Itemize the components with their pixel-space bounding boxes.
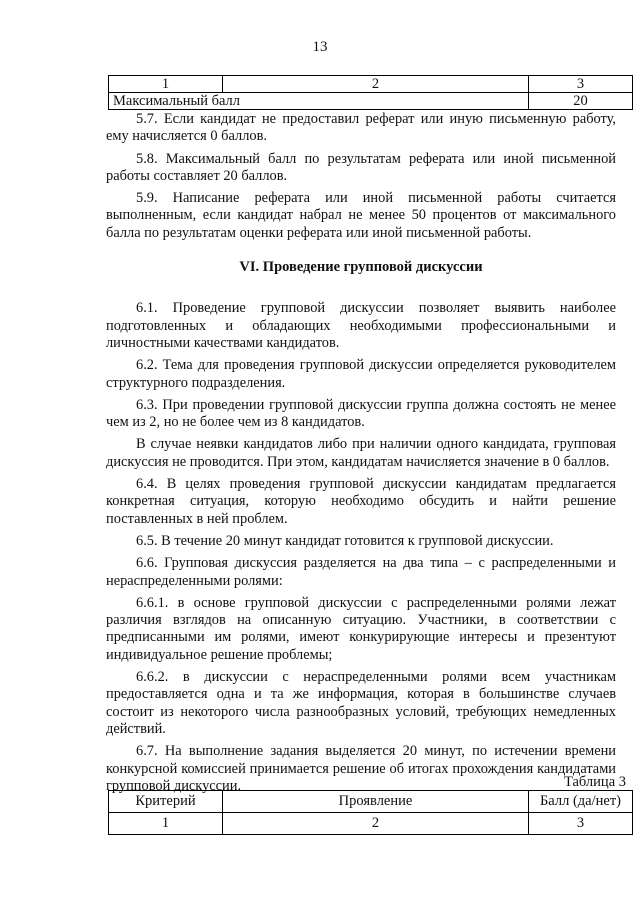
paragraph-6-4: 6.4. В целях проведения групповой дискуссии кандидатам предлагается конкретная ситуация, которую необходимо обсудить и найти решение поставленных в ней проблем. <box>106 476 616 527</box>
table-cell: 3 <box>529 813 633 835</box>
table-cell: 2 <box>223 76 529 93</box>
table-row <box>109 93 633 110</box>
manifestation-header: Проявление <box>223 791 529 813</box>
section-title: VI. Проведение групповой дискуссии <box>239 259 483 276</box>
table-row <box>109 813 633 835</box>
paragraph-6-6-2: 6.6.2. в дискуссии с нераспределенными ролями всем участникам предоставляется одна и та же информация, которая в большинстве случаев состоит из некоторого числа разнообразных условий, требующих немедленных действий. <box>106 669 616 737</box>
score-header: Балл (да/нет) <box>529 791 633 813</box>
page-number: 13 <box>312 39 328 55</box>
criteria-table <box>108 790 633 835</box>
paragraph-6-5: 6.5. В течение 20 минут кандидат готовится к групповой дискуссии. <box>136 532 554 549</box>
top-table <box>108 75 633 110</box>
paragraph-6-7: 6.7. На выполнение задания выделяется 20 минут, по истечении времени конкурсной комиссией принимается решение об итогах прохождения кандидатами групповой дискуссии. <box>106 743 616 794</box>
paragraph-6-6-1: 6.6.1. в основе групповой дискуссии с распределенными ролями лежат различия взглядов на описанную ситуацию. Участники, в соответствии с предписанными им ролями, имеют конкурирующие интересы и презентуют индивидуальное решение проблемы; <box>106 594 616 663</box>
table-caption: Таблица 3 <box>563 774 626 790</box>
paragraph-5-8: 5.8. Максимальный балл по результатам реферата или иной письменной работы составляет 20 баллов. <box>106 150 616 184</box>
table-cell: 2 <box>223 813 529 835</box>
criterion-header: Критерий <box>109 791 223 813</box>
paragraph-6-2: 6.2. Тема для проведения групповой дискуссии определяется руководителем структурного подразделения. <box>106 357 616 391</box>
max-score-value: 20 <box>529 93 633 110</box>
table-header-row <box>109 791 633 813</box>
paragraph-6-3-note: В случае неявки кандидатов либо при наличии одного кандидата, групповая дискуссия не проводится. При этом, кандидатам начисляется значение в 0 баллов. <box>106 436 616 470</box>
paragraph-6-3: 6.3. При проведении групповой дискуссии группа должна состоять не менее чем из 2, но не более чем из 8 кандидатов. <box>106 396 616 431</box>
max-score-label: Максимальный балл <box>109 93 529 110</box>
document-body <box>106 111 616 800</box>
table-cell: 3 <box>529 76 633 93</box>
paragraph-6-6: 6.6. Групповая дискуссия разделяется на два типа – с распределенными и нераспределенными ролями: <box>106 555 616 589</box>
paragraph-5-9: 5.9. Написание реферата или иной письменной работы считается выполненным, если кандидат набрал не менее 50 процентов от максимального балла по результатам оценки реферата или иной письменной работы. <box>106 190 616 241</box>
table-header-row <box>109 76 633 93</box>
paragraph-5-7: 5.7. Если кандидат не предоставил реферат или иную письменную работу, ему начисляется 0 баллов. <box>106 111 616 145</box>
table-cell: 1 <box>109 813 223 835</box>
paragraph-6-1: 6.1. Проведение групповой дискуссии позволяет выявить наиболее подготовленных и обладающих необходимыми профессиональными и личностными качествами кандидатов. <box>106 300 616 351</box>
table-cell: 1 <box>109 76 223 93</box>
